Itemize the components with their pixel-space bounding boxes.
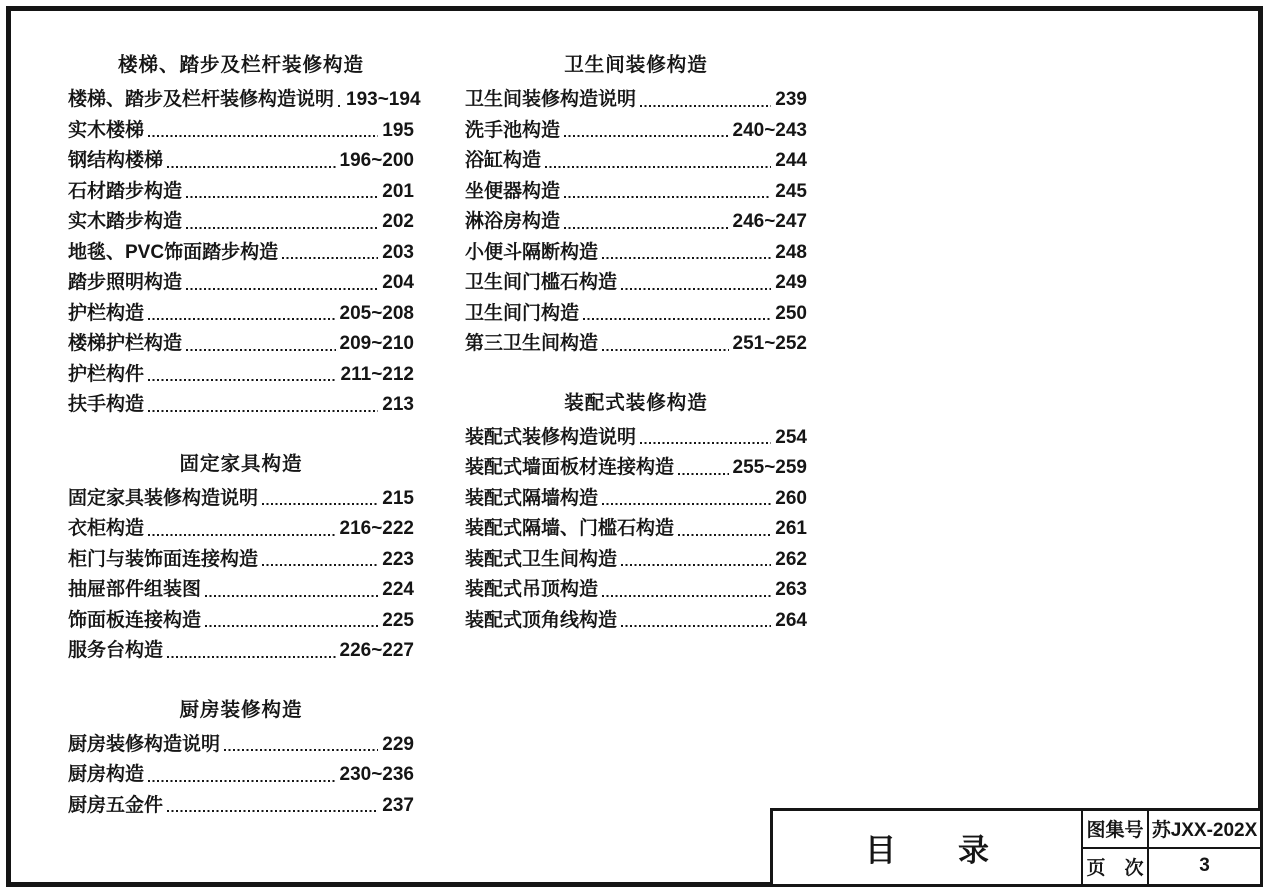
toc-entry	[465, 514, 807, 545]
toc-entry-label: 固定家具装修构造说明	[68, 487, 259, 509]
section-heading: 固定家具构造	[179, 452, 303, 475]
toc-entry	[465, 453, 807, 484]
toc-entry-pages: 254	[775, 426, 807, 448]
toc-entry-label: 抽屉部件组装图	[68, 579, 202, 600]
toc-entry-pages: 229	[382, 733, 414, 755]
toc-entry-pages: 209~210	[339, 333, 414, 354]
toc-entry-pages: 202	[382, 211, 414, 232]
toc-entry-pages: 250	[775, 302, 807, 324]
toc-entry	[465, 545, 807, 576]
toc-entry	[68, 575, 414, 606]
toc-entry-label: 装配式装修构造说明	[465, 426, 637, 448]
toc-entry-pages: 249	[775, 272, 807, 293]
toc-entry	[465, 146, 807, 177]
dot-leader	[144, 760, 339, 791]
toc-entry	[465, 177, 807, 208]
dot-leader	[560, 207, 732, 238]
dot-leader	[541, 146, 775, 177]
dot-leader	[617, 545, 775, 576]
toc-column-left	[68, 50, 421, 821]
toc-entry-pages: 245	[775, 180, 807, 202]
toc-entry-pages: 195	[382, 119, 414, 141]
toc-entry	[465, 85, 807, 116]
toc-entry	[465, 329, 807, 360]
dot-leader	[182, 268, 382, 299]
dot-leader	[258, 484, 382, 515]
dot-leader	[560, 116, 732, 147]
toc-entry	[68, 730, 414, 761]
dot-leader	[163, 636, 339, 667]
toc-entry-label: 扶手构造	[68, 394, 145, 415]
title-block	[770, 808, 1263, 887]
toc-entry	[68, 116, 414, 147]
toc-entry-pages: 216~222	[339, 518, 414, 539]
toc-entry-pages: 226~227	[339, 640, 414, 661]
dot-leader	[617, 606, 775, 637]
dot-leader	[334, 85, 346, 116]
toc-entry-pages: 204	[382, 272, 414, 293]
toc-entry	[68, 299, 414, 330]
toc-entry	[68, 207, 414, 238]
section-heading: 楼梯、踏步及栏杆装修构造	[117, 54, 364, 76]
dot-leader	[182, 207, 382, 238]
toc-entry-label: 实木踏步构造	[68, 211, 183, 232]
toc-entry-pages: 193~194	[346, 89, 421, 110]
toc-entry-pages: 224	[382, 579, 414, 600]
toc-entry	[68, 636, 414, 667]
dot-leader	[144, 390, 382, 421]
toc-entry	[465, 268, 807, 299]
dot-leader	[278, 238, 382, 269]
toc-entry-label: 卫生间装修构造说明	[465, 89, 637, 110]
dot-leader	[144, 299, 339, 330]
toc-entry-label: 护栏构造	[68, 302, 145, 324]
toc-entry-pages: 205~208	[339, 302, 414, 324]
toc-entry-label: 服务台构造	[68, 640, 164, 661]
title-block-info	[1081, 811, 1260, 884]
toc-entry-label: 坐便器构造	[465, 180, 561, 202]
toc-entry-label: 楼梯、踏步及栏杆装修构造说明	[68, 89, 335, 110]
toc-entry-pages: 261	[775, 518, 807, 539]
toc-entry-pages: 255~259	[732, 457, 807, 478]
dot-leader	[258, 545, 382, 576]
toc-entry-pages: 211~212	[340, 363, 414, 385]
dot-leader	[674, 453, 732, 484]
toc-entry-label: 淋浴房构造	[465, 211, 561, 232]
toc-entry-label: 装配式顶角线构造	[465, 609, 618, 631]
dot-leader	[636, 85, 775, 116]
toc-entry	[68, 545, 414, 576]
toc-entry-label: 装配式卫生间构造	[465, 548, 618, 570]
toc-entry	[465, 575, 807, 606]
toc-entry	[465, 423, 807, 454]
toc-entry-pages: 215	[382, 487, 414, 509]
toc-entry	[68, 514, 414, 545]
toc-entry-label: 厨房装修构造说明	[68, 733, 221, 755]
toc-entry-label: 石材踏步构造	[68, 180, 183, 202]
dot-leader	[598, 575, 775, 606]
toc-entry	[465, 484, 807, 515]
toc-entry-pages: 201	[382, 180, 414, 202]
toc-entry-pages: 246~247	[732, 211, 807, 232]
toc-entry-pages: 213	[382, 394, 414, 415]
toc-entry	[68, 146, 414, 177]
dot-leader	[201, 606, 382, 637]
toc-entry-label: 钢结构楼梯	[68, 150, 164, 171]
toc-entry-label: 装配式墙面板材连接构造	[465, 457, 675, 478]
toc-entry-pages: 239	[775, 89, 807, 110]
section-heading: 装配式装修构造	[564, 391, 708, 414]
toc-entry	[465, 299, 807, 330]
toc-entry-label: 装配式吊顶构造	[465, 579, 599, 600]
dot-leader	[598, 238, 775, 269]
dot-leader	[560, 177, 775, 208]
toc-entry-pages: 230~236	[339, 764, 414, 785]
dot-leader	[144, 360, 341, 391]
toc-entry	[68, 177, 414, 208]
toc-entry	[68, 484, 414, 515]
toc-entry-label: 小便斗隔断构造	[465, 241, 599, 263]
toc-entry-pages: 251~252	[732, 333, 807, 354]
dot-leader	[144, 116, 382, 147]
dot-leader	[182, 329, 339, 360]
toc-entry	[68, 85, 421, 116]
toc-entry-label: 护栏构件	[68, 363, 145, 385]
toc-entry	[465, 116, 807, 147]
toc-entry	[68, 791, 414, 822]
section-heading: 卫生间装修构造	[564, 54, 708, 76]
page-number-value: 3	[1199, 855, 1210, 877]
toc-entry-label: 浴缸构造	[465, 150, 542, 171]
toc-entry	[68, 268, 414, 299]
dot-leader	[598, 484, 775, 515]
toc-entry	[68, 238, 414, 269]
dot-leader	[163, 146, 339, 177]
toc-entry	[465, 238, 807, 269]
atlas-number-label: 图集号	[1083, 811, 1149, 847]
toc-entry-label: 踏步照明构造	[68, 272, 183, 293]
toc-entry-label: 楼梯护栏构造	[68, 333, 183, 354]
dot-leader	[579, 299, 775, 330]
toc-entry-label: 厨房五金件	[68, 794, 164, 816]
toc-entry	[465, 606, 807, 637]
atlas-number-row	[1083, 811, 1260, 847]
toc-entry	[68, 606, 414, 637]
atlas-number-value: 苏JXX-202X	[1151, 820, 1258, 842]
toc-entry-pages: 248	[775, 241, 807, 263]
toc-entry-pages: 196~200	[339, 150, 414, 171]
toc-entry-label: 实木楼梯	[68, 119, 145, 141]
page-number-label: 页 次	[1083, 849, 1149, 885]
dot-leader	[636, 423, 775, 454]
toc-entry-pages: 203	[382, 241, 414, 263]
toc-entry	[68, 760, 414, 791]
toc-column-right	[465, 50, 807, 636]
toc-entry-pages: 244	[775, 150, 807, 171]
toc-entry	[68, 329, 414, 360]
toc-entry-label: 厨房构造	[68, 764, 145, 785]
toc-entry-label: 第三卫生间构造	[465, 333, 599, 354]
dot-leader	[182, 177, 382, 208]
toc-entry-label: 卫生间门槛石构造	[465, 272, 618, 293]
toc-entry-pages: 260	[775, 487, 807, 509]
toc-entry	[68, 360, 414, 391]
toc-entry-pages: 225	[382, 609, 414, 631]
dot-leader	[201, 575, 382, 606]
toc-entry-pages: 223	[382, 548, 414, 570]
toc-entry	[465, 207, 807, 238]
document-title: 目 录	[865, 833, 989, 868]
page-number-row	[1083, 847, 1260, 885]
toc-entry-label: 地毯、PVC饰面踏步构造	[68, 241, 279, 263]
toc-entry-label: 衣柜构造	[68, 518, 145, 539]
dot-leader	[144, 514, 339, 545]
dot-leader	[674, 514, 775, 545]
toc-entry-label: 柜门与装饰面连接构造	[68, 548, 259, 570]
toc-entry-label: 饰面板连接构造	[68, 609, 202, 631]
toc-entry-pages: 262	[775, 548, 807, 570]
toc-entry-pages: 264	[775, 609, 807, 631]
section-heading: 厨房装修构造	[179, 698, 303, 721]
toc-entry-pages: 263	[775, 579, 807, 600]
dot-leader	[163, 791, 382, 822]
dot-leader	[220, 730, 382, 761]
toc-entry-pages: 237	[382, 794, 414, 816]
toc-entry-label: 装配式隔墙构造	[465, 487, 599, 509]
toc-entry-pages: 240~243	[732, 119, 807, 141]
toc-entry-label: 洗手池构造	[465, 119, 561, 141]
dot-leader	[617, 268, 775, 299]
toc-entry	[68, 390, 414, 421]
dot-leader	[598, 329, 732, 360]
toc-entry-label: 装配式隔墙、门槛石构造	[465, 518, 675, 539]
toc-entry-label: 卫生间门构造	[465, 302, 580, 324]
